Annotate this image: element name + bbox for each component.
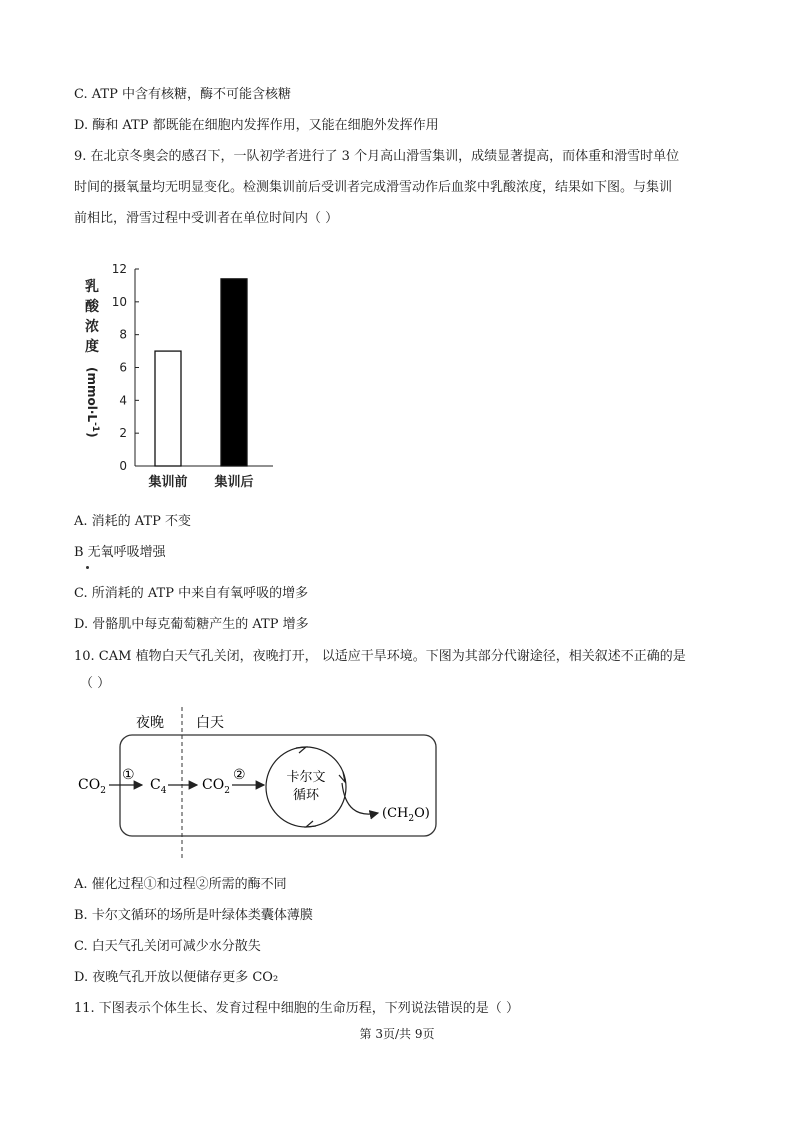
arrow-to-product xyxy=(342,783,378,814)
q9-text-line-1: 9. 在北京冬奥会的感召下，一队初学者进行了 3 个月高山滑雪集训，成绩显著提高，而体重和滑雪时单位 xyxy=(74,149,680,164)
calvin-cycle-circle xyxy=(266,747,346,827)
q10-option-a: A. 催化过程①和过程②所需的酶不同 xyxy=(74,877,287,892)
q10-option-b: B. 卡尔文循环的场所是叶绿体类囊体薄膜 xyxy=(74,908,313,923)
y-axis-label-char: 度 xyxy=(85,339,99,355)
step2-label: ② xyxy=(233,767,246,783)
stray-dot xyxy=(86,566,89,569)
lactate-bar-chart xyxy=(80,255,290,495)
y-tick-label: 0 xyxy=(119,459,127,473)
day-label: 白天 xyxy=(196,715,224,731)
y-tick-label: 12 xyxy=(111,262,127,276)
calvin-cycle-label-2: 循环 xyxy=(292,788,320,803)
c4-label: $C_4$ xyxy=(150,777,167,796)
q11-text: 11. 下图表示个体生长、发育过程中细胞的生命历程，下列说法错误的是（ ） xyxy=(74,1001,519,1016)
step1-label: ① xyxy=(122,767,135,783)
option-d-prev: D. 酶和 ATP 都既能在细胞内发挥作用，又能在细胞外发挥作用 xyxy=(74,118,439,133)
y-axis-label-char: 酸 xyxy=(85,299,99,315)
y-tick-label: 6 xyxy=(119,360,127,375)
x-tick-label: 集训前 xyxy=(148,475,188,490)
cam-pathway-diagram xyxy=(70,705,450,865)
y-axis-unit-label: $(mmol\cdot L^{-1})$ xyxy=(85,367,100,438)
q9-option-c: C. 所消耗的 ATP 中来自有氧呼吸的增多 xyxy=(74,586,309,601)
q10-option-c: C. 白天气孔关闭可减少水分散失 xyxy=(74,939,261,954)
q10-text-line-1: 10. CAM 植物白天气孔关闭，夜晚打开， 以适应干旱环境。下图为其部分代谢途径，相关叙述不正确的是 xyxy=(74,649,686,664)
q9-option-a: A. 消耗的 ATP 不变 xyxy=(74,514,192,529)
q9-option-d: D. 骨骼肌中每克葡萄糖产生的 ATP 增多 xyxy=(74,617,309,632)
night-label: 夜晚 xyxy=(136,715,164,731)
q10-text-line-2: （ ） xyxy=(80,676,111,691)
x-tick-label: 集训后 xyxy=(214,475,254,490)
q9-option-b: B 无氧呼吸增强 xyxy=(74,545,166,560)
q9-text-line-2: 时间的摄氧量均无明显变化。检测集训前后受训者完成滑雪动作后血浆中乳酸浓度，结果如下图。与集训 xyxy=(74,180,673,195)
y-tick-label: 2 xyxy=(119,426,127,441)
y-axis-label-char: 乳 xyxy=(85,279,99,295)
co2-inside-label: $CO_2$ xyxy=(202,777,230,796)
co2-outside-label: $CO_2$ xyxy=(78,777,106,796)
q10-option-d: D. 夜晚气孔开放以便储存更多 CO₂ xyxy=(74,970,279,985)
page-footer: 第 3页/共 9页 xyxy=(359,1027,435,1041)
y-tick-label: 8 xyxy=(119,327,127,342)
calvin-cycle-label-1: 卡尔文 xyxy=(286,770,326,785)
bar-2 xyxy=(221,279,247,466)
q9-text-line-3: 前相比，滑雪过程中受训者在单位时间内（ ） xyxy=(74,211,339,226)
y-tick-label: 4 xyxy=(119,393,127,408)
bar-1 xyxy=(155,351,181,466)
y-tick-label: 10 xyxy=(111,294,127,309)
option-c-prev: C. ATP 中含有核糖，酶不可能含核糖 xyxy=(74,87,291,102)
product-label: $(CH_2O)$ xyxy=(382,806,430,824)
y-axis-label-char: 浓 xyxy=(85,319,99,335)
